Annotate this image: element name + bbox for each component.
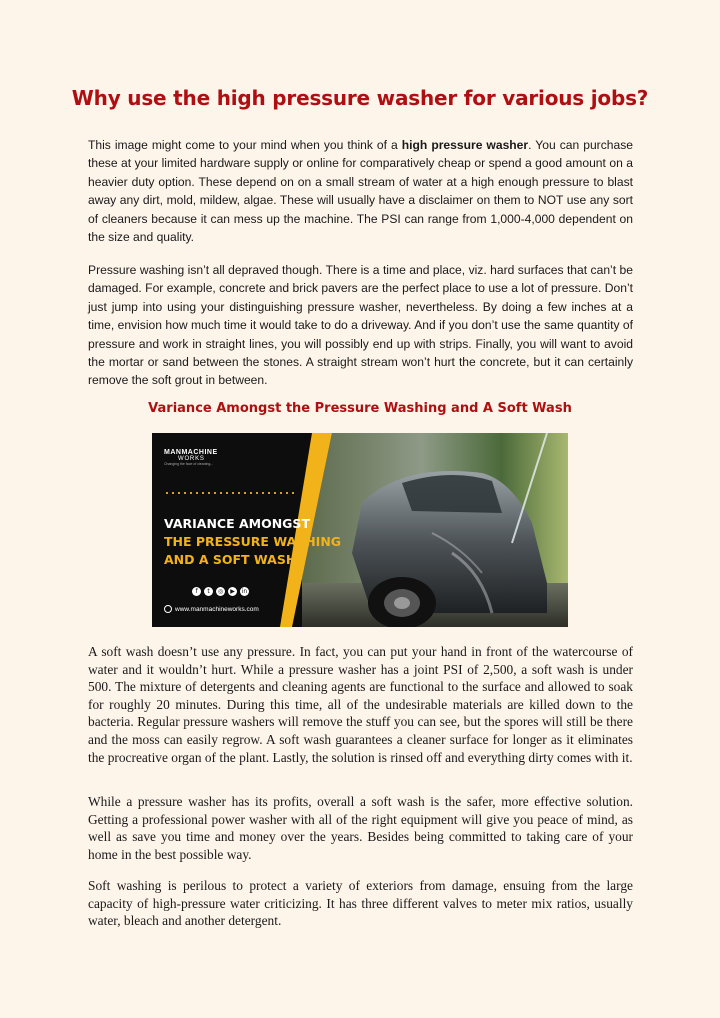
brand-line-2: WORKS — [178, 456, 205, 462]
dotted-divider — [164, 491, 294, 495]
soft-wash-paragraph: A soft wash doesn’t use any pressure. In fact, you can put your hand in front of the watercourse of water and it wouldn’t hurt. While a pressure washer has a joint PSI of 2,500, a soft wash is under 500. The mixture of detergents and cleaning agents are functional to the surface and allowed to soak for roughly 20 minutes. During this time, all of the undesirable materials are killed down to the bacteria. Regular pressure washers will remove the stuff you can see, but the spores will still be there and the moss can easily regrow. A soft wash guarantees a cleaner surface for longer as it eliminates the procreative organ of the plant. Lastly, the solution is rinsed off and everything dirty comes with it. — [88, 644, 633, 765]
website-url: www.manmachineworks.com — [175, 605, 259, 613]
banner-headline-line-3: AND A SOFT WASH — [164, 552, 297, 567]
page-title: Why use the high pressure washer for various jobs? — [71, 86, 649, 110]
soft-washing-paragraph: Soft washing is perilous to protect a variety of exteriors from damage, ensuing from the large capacity of high-pressure water criticizing. It has three different valves to meter mix ratios, usually water, bleach and another detergent. — [88, 878, 633, 929]
instagram-icon: ◎ — [217, 588, 224, 595]
twitter-icon: t — [204, 587, 213, 596]
banner-headline-line-1: VARIANCE AMONGST — [164, 516, 310, 531]
profits-paragraph: While a pressure washer has its profits, overall a soft wash is the safer, more effective solution. Getting a professional power washer with all of the right equipment will give you peace of mind, as well as save you time and money over the years. Besides being committed to taking care of your home in the best possible way. — [88, 794, 633, 862]
banner-brand-logo — [164, 449, 218, 466]
banner-headline-line-2: THE PRESSURE WASHING — [164, 534, 342, 549]
intro-text-start: This image might come to your mind when you think of a — [88, 138, 402, 152]
linkedin-icon: in — [241, 588, 248, 595]
banner-headline — [164, 515, 341, 569]
intro-bold-term: high pressure washer — [401, 138, 529, 152]
brand-tagline: Changing the face of cleaning... — [164, 462, 214, 466]
intro-text-end: . You can purchase these at your limited hardware supply or online for comparatively cheap or spend a good amount on a heavier duty option. These depend on on a small stream of water at a high enough pressure to blast away any dirt, mold, mildew, algae. These will usually have a disclaimer on them to NOT use any sort of cleaners because it can mess up the machine. The PSI can range from 1,000-4,000 dependent on the size and quality. — [88, 138, 633, 245]
pressure-washing-paragraph: Pressure washing isn’t all depraved though. There is a time and place, viz. hard surfaces that can’t be damaged. For example, concrete and brick pavers are the perfect place to use a lot of pressure. Don’t just jump into using your distinguishing pressure washer, nevertheless. By doing a few inches at a time, envision how much time it would take to do a driveway. And if you don’t use the same quantity of pressure and work in straight lines, you will possibly end up with strips. Finally, you will want to avoid the mortar or sand between the stones. A straight stream won’t hurt the concrete, but it can certainly remove the soft grout in between. — [88, 263, 633, 388]
section-subheading: Variance Amongst the Pressure Washing and A Soft Wash — [148, 401, 572, 416]
intro-paragraph — [88, 136, 633, 246]
banner-website — [164, 605, 259, 613]
brand-line-1: MANMACHINE — [164, 449, 218, 456]
facebook-icon: f — [192, 587, 201, 596]
social-icons — [192, 587, 249, 596]
youtube-icon: ▶ — [228, 587, 237, 596]
globe-icon — [164, 605, 172, 613]
article-banner-image — [152, 433, 568, 627]
